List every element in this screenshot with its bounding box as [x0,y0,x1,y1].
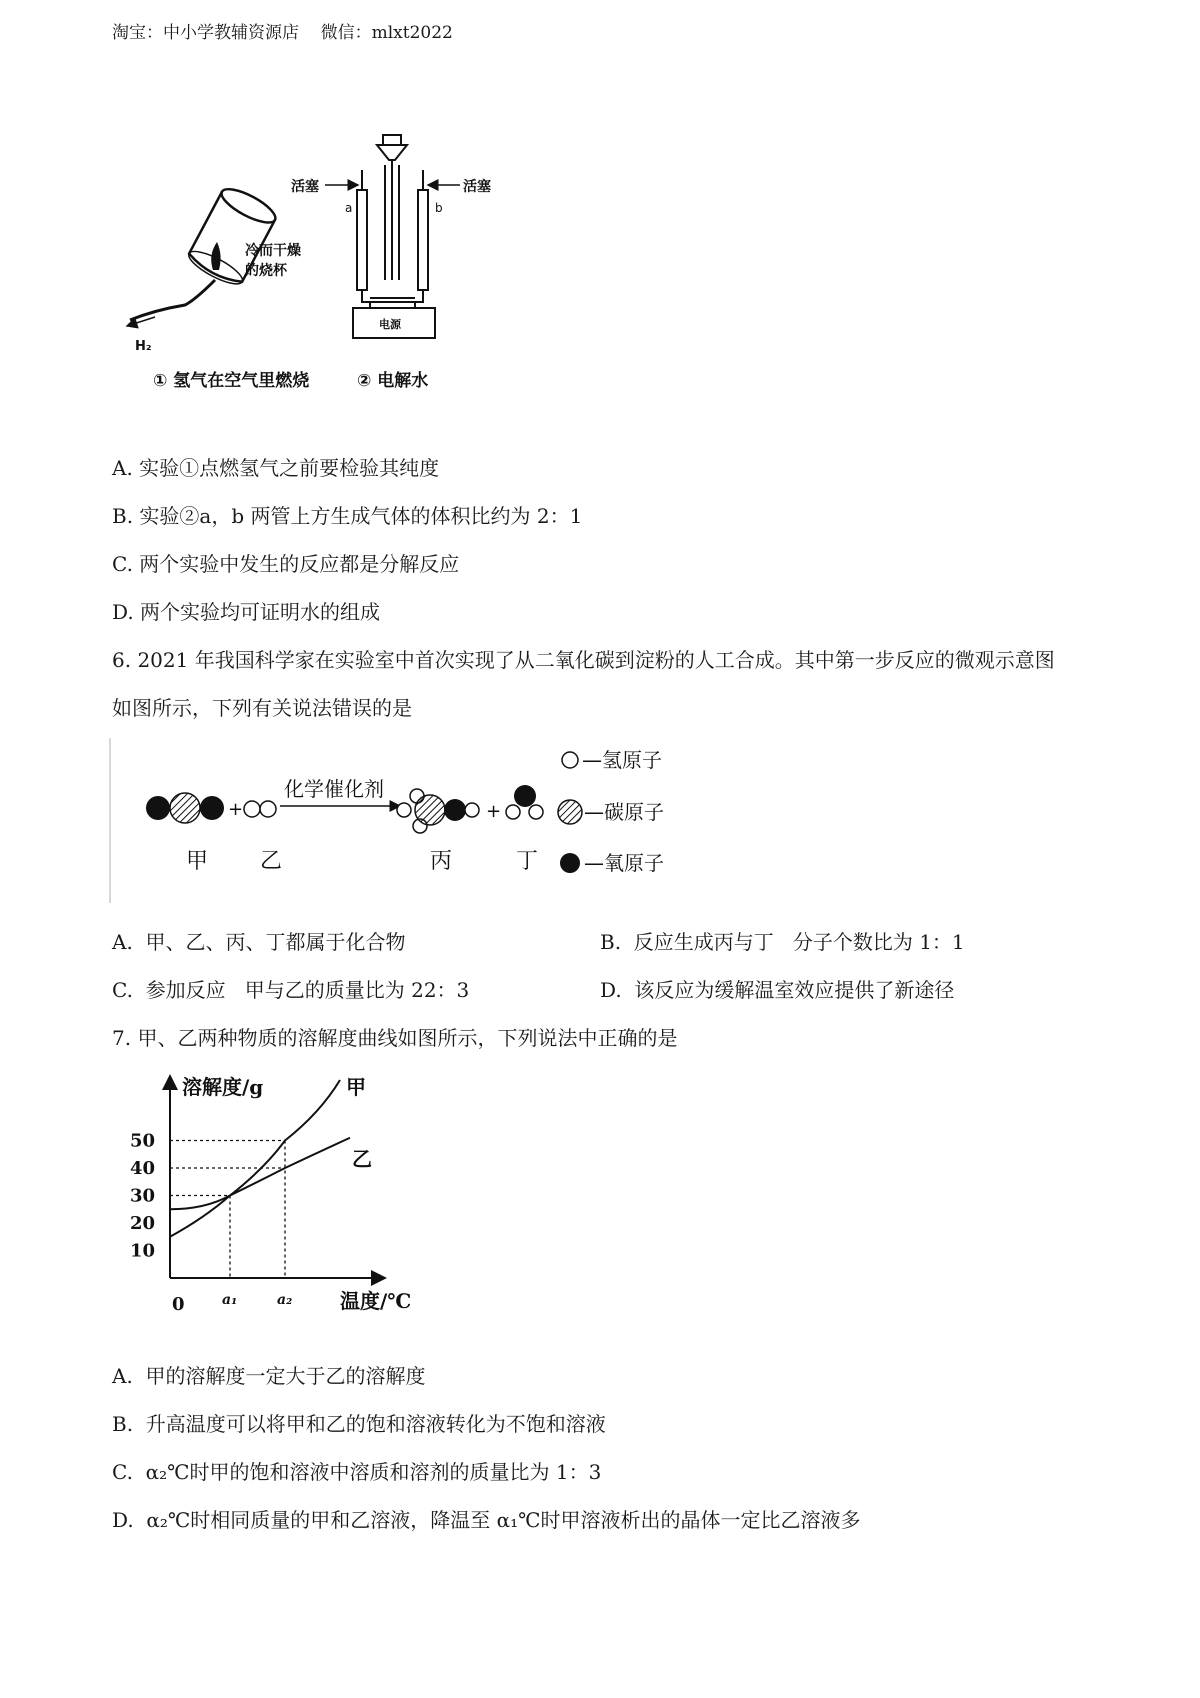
y-tick-40: 40 [130,1158,156,1179]
electrolysis-apparatus [353,135,435,338]
shop-name: 淘宝：中小学教辅资源店 [112,23,299,43]
q6-option-d: D. 该反应为缓解温室效应提供了新途径 [600,978,955,1002]
page-header [112,18,453,43]
q7-option-d: D. α₂℃时相同质量的甲和乙溶液，降温至 α₁℃时甲溶液析出的晶体一定比乙溶液多 [112,1508,861,1532]
series-line-yi [170,1138,350,1210]
y-tick-30: 30 [130,1185,156,1207]
molecule-ch3oh [397,789,479,833]
name-bing: 丙 [430,849,453,874]
y-tick-20: 20 [130,1213,156,1234]
q7-option-a: A. 甲的溶解度一定大于乙的溶解度 [112,1364,426,1388]
caption-2: ② 电解水 [357,371,429,391]
x-tick-1: a₁ [222,1292,238,1308]
flame-icon [211,242,220,270]
series-line-jia [170,1080,340,1237]
series-label-jia: 甲 [346,1075,366,1099]
series-label-yi: 乙 [352,1147,372,1171]
label-a: a [345,201,353,215]
experiment-figure [125,130,515,400]
wechat-id: 微信：mlxt2022 [320,23,453,43]
x-axis-label: 温度/℃ [340,1289,412,1313]
caption-1: ① 氢气在空气里燃烧 [153,371,310,391]
q5-option-c: C. 两个实验中发生的反应都是分解反应 [112,552,460,576]
q6-stem-2: 如图所示，下列有关说法错误的是 [112,696,412,720]
reaction-diagram [108,738,688,908]
label-beaker-2: 的烧杯 [245,263,287,279]
molecule-h2o [506,785,543,819]
y-tick-10: 10 [130,1240,156,1262]
label-valve-left: 活塞 [291,179,319,195]
q5-option-b: B. 实验②a，b 两管上方生成气体的体积比约为 2：1 [112,504,583,528]
legend [558,752,582,873]
solubility-chart [130,1068,450,1318]
q7-option-c: C. α₂℃时甲的饱和溶液中溶质和溶剂的质量比为 1：3 [112,1460,602,1484]
name-yi: 乙 [260,849,283,874]
molecule-co2 [146,793,224,823]
q5-option-d: D. 两个实验均可证明水的组成 [112,600,381,624]
plus-1: + [228,799,244,820]
legend-h: —氢原子 [582,748,662,772]
label-valve-right: 活塞 [463,179,491,195]
h2-tube [130,280,215,320]
q7-option-b: B. 升高温度可以将甲和乙的饱和溶液转化为不饱和溶液 [112,1412,606,1436]
molecule-h2 [244,801,276,817]
plus-2: + [486,801,502,822]
label-h2: H₂ [135,339,152,354]
label-beaker-1: 冷而干燥 [245,243,301,259]
q6-option-a: A. 甲、乙、丙、丁都属于化合物 [112,930,406,954]
q6-option-b: B. 反应生成丙与丁 分子个数比为 1：1 [600,930,965,954]
q5-option-a: A. 实验①点燃氢气之前要检验其纯度 [112,456,440,480]
y-axis-label: 溶解度/g [182,1075,264,1099]
origin-label: 0 [172,1294,185,1315]
q6-stem-1: 6. 2021 年我国科学家在实验室中首次实现了从二氧化碳到淀粉的人工合成。其中第一步反应的微观示意图 [112,648,1055,672]
catalyst-label: 化学催化剂 [284,777,384,801]
x-tick-2: a₂ [277,1292,293,1308]
label-power: 电源 [379,318,401,331]
name-ding: 丁 [516,849,539,874]
q6-option-c: C. 参加反应 甲与乙的质量比为 22：3 [112,978,470,1002]
name-jia: 甲 [186,849,209,874]
y-tick-50: 50 [130,1130,156,1152]
legend-o: —氧原子 [584,851,664,875]
label-b: b [435,201,443,215]
q7-stem: 7. 甲、乙两种物质的溶解度曲线如图所示，下列说法中正确的是 [112,1026,678,1050]
legend-c: —碳原子 [584,800,664,824]
